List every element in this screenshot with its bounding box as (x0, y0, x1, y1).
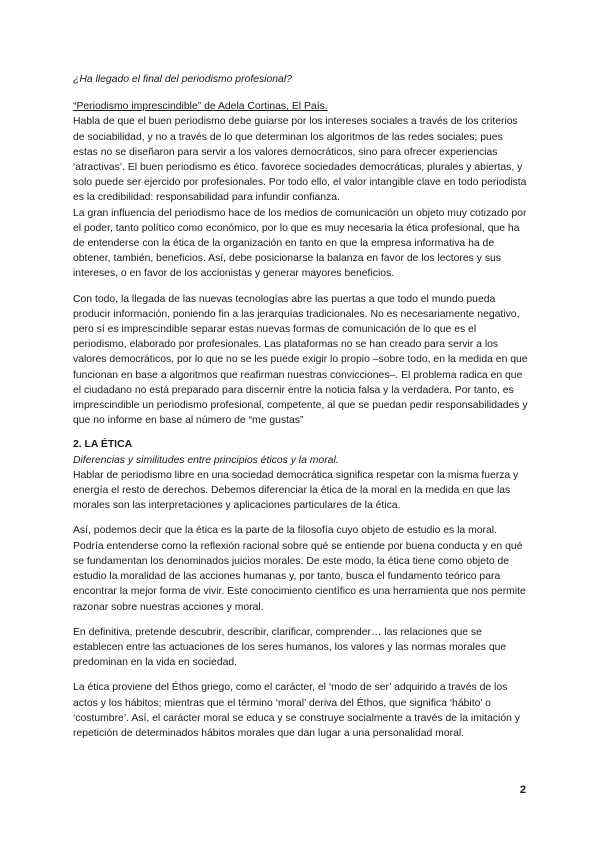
paragraph: Habla de que el buen periodismo debe guiarse por los intereses sociales a través de los criterios de sociabilidad, y no a través de lo que determinan los algoritmos de las redes sociales; pues estas no se diseñaron para servir a los valores democráticos, sino para ofrecer experiencias ‘atractivas’. El buen periodismo es ético. favorece sociedades democráticas, plurales y abiertas, y solo puede ser ejercido por profesionales. Por todo ello, el valor intangible clave en todo periodista es la credibilidad: responsabilidad para infundir confianza. (73, 116, 527, 204)
paragraph: La ética proviene del Éthos griego, como el carácter, el ‘modo de ser’ adquirido a través de los actos y los hábitos; mientras que el término ‘moral’ deriva del Éthos, que significa ‘hábito’ o ‘costumbre’. Así, el carácter moral se educa y se construye socialmente a través de la imitación y repetición de determinados hábitos morales que dan lugar a una personalidad moral. (73, 682, 520, 739)
page-number: 2 (519, 784, 526, 796)
section-title: 2. LA ÉTICA (73, 439, 133, 451)
document-page (73, 72, 529, 741)
section-subtitle: Diferencias y similitudes entre principios éticos y la moral. (73, 454, 339, 466)
paragraph: Con todo, la llegada de las nuevas tecnologías abre las puertas a que todo el mundo pueda producir información, poniendo fin a las jerarquías tradicionales. No es necesariamente negativo, pero sí es imprescindible separar estas nuevas formas de comunicación de lo que es el periodismo, elaborado por profesionales. Las plataformas no se han creado para servir a los valores democráticos, por lo que no se les puede exigir lo propio –sobre todo, en la medida en que funcionan en base a algoritmos que reafirman nuestras convicciones–. El problema radica en que el ciudadano no está preparado para discernir entre la noticia falsa y la verdadera. Por tanto, es imprescindible un periodismo profesional, competente, al que se puedan pedir responsabilidades y que no informe en base al número de “me gustas” (73, 293, 528, 427)
article-reference: “Periodismo imprescindible” de Adela Cortinas, El País. (73, 101, 328, 113)
paragraph: Hablar de periodismo libre en una sociedad democrática significa respetar con la misma fuerza y energía el resto de derechos. Debemos diferenciar la ética de la moral en la medida en que las morales son las interpretaciones y aplicaciones particulares de la ética. (73, 469, 519, 512)
paragraph: En definitiva, pretende descubrir, describir, clarificar, comprender… las relaciones que se establecen entre las actuaciones de los seres humanos, los valores y las normas morales que predominan en la vida en sociedad. (73, 626, 507, 669)
paragraph: La gran influencia del periodismo hace de los medios de comunicación un objeto muy cotizado por el poder, tanto político como económico, por lo que es muy necesaria la ética profesional, que ha de entenderse con la ética de la organización en tanto en que la empresa informativa ha de obtener, también, beneficios. Así, debe posicionarse la balanza en favor de los lectores y sus intereses, o en favor de los accionistas y generar mayores beneficios. (73, 207, 527, 280)
question-heading: ¿Ha llegado el final del periodismo profesional? (73, 74, 292, 85)
paragraph: Así, podemos decir que la ética es la parte de la filosofía cuyo objeto de estudio es la moral. Podría entenderse como la reflexión racional sobre qué se entiende por buena conducta y en qué se fundamentan los denominados juicios morales. De este modo, la ética tiene como objeto de estudio la moralidad de las acciones humanas y, por tanto, busca el fundamento teórico para encontrar la mejor forma de vivir. Este conocimiento científico es una herramienta que nos permite razonar sobre nuestras acciones y moral. (73, 525, 526, 613)
